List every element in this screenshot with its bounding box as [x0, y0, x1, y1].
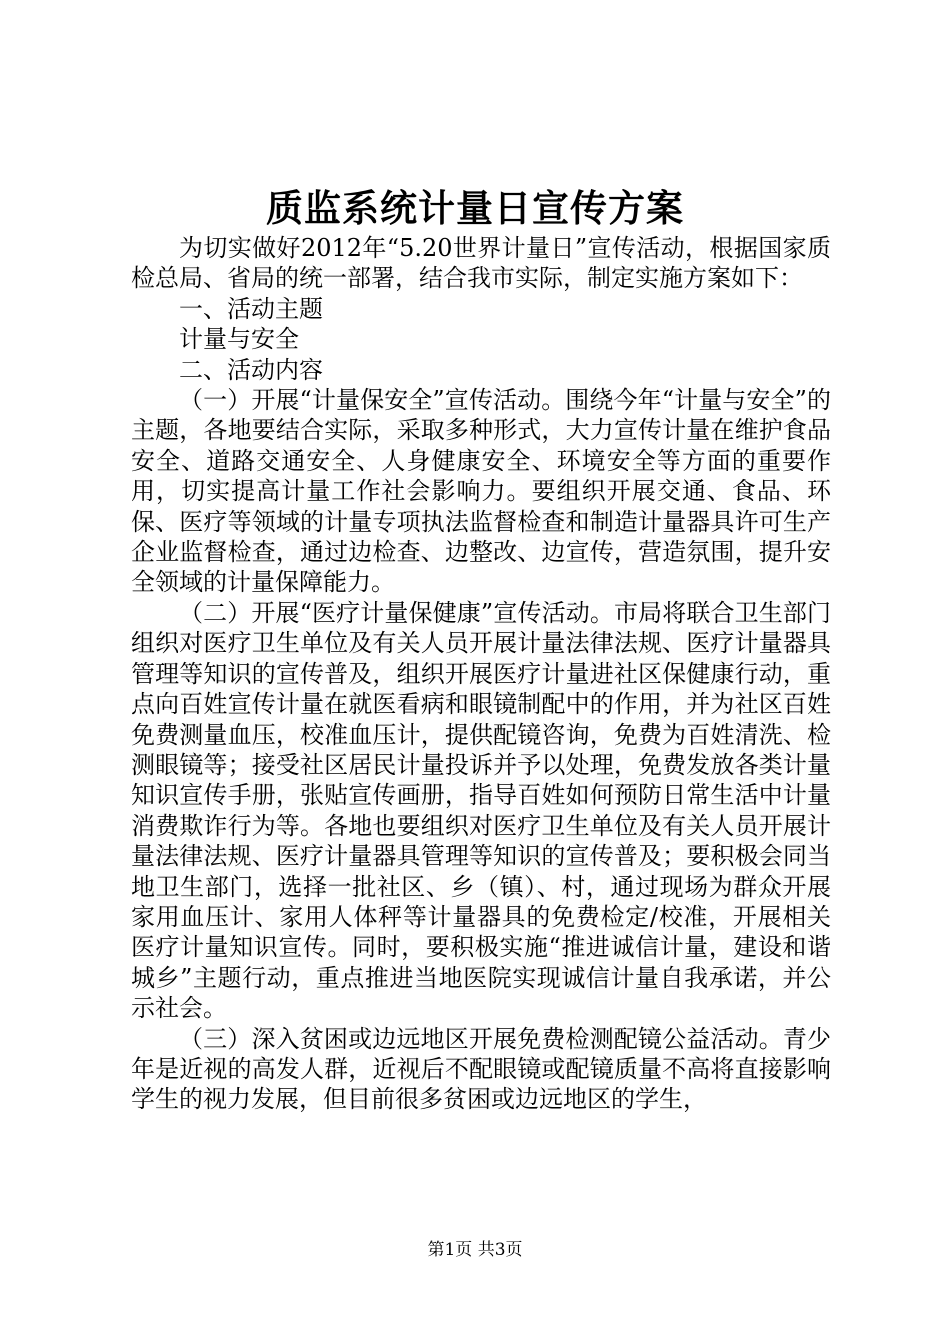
document-title: 质监系统计量日宣传方案	[266, 186, 684, 230]
document-body	[131, 233, 831, 1115]
theme-text: 计量与安全	[179, 325, 299, 354]
section-heading-content: 二、活动内容	[179, 355, 323, 384]
content-paragraph-1: （一）开展“计量保安全”宣传活动。围绕今年“计量与安全”的主题，各地要结合实际，采取多种形式，大力宣传计量在维护食品安全、道路交通安全、人身健康安全、环境安全等方面的重要作用，切实提高计量工作社会影响力。要组织开展交通、食品、环保、医疗等领域的计量专项执法监督检查和制造计量器具许可生产企业监督检查，通过边检查、边整改、边宣传，营造氛围，提升安全领域的计量保障能力。	[131, 386, 831, 597]
section-heading-theme: 一、活动主题	[179, 294, 323, 323]
page-footer: 第1页 共3页	[427, 1240, 523, 1260]
content-paragraph-3: （三）深入贫困或边远地区开展免费检测配镜公益活动。青少年是近视的高发人群，近视后不配眼镜或配镜质量不高将直接影响学生的视力发展，但目前很多贫困或边远地区的学生，	[131, 1024, 831, 1114]
intro-paragraph: 为切实做好2012年“5.20世界计量日”宣传活动，根据国家质检总局、省局的统一部署，结合我市实际，制定实施方案如下：	[131, 234, 831, 293]
content-paragraph-2: （二）开展“医疗计量保健康”宣传活动。市局将联合卫生部门组织对医疗卫生单位及有关人员开展计量法律法规、医疗计量器具管理等知识的宣传普及，组织开展医疗计量进社区保健康行动，重点向百姓宣传计量在就医看病和眼镜制配中的作用，并为社区百姓免费测量血压，校准血压计，提供配镜咨询，免费为百姓清洗、检测眼镜等；接受社区居民计量投诉并予以处理，免费发放各类计量知识宣传手册，张贴宣传画册，指导百姓如何预防日常生活中计量消费欺诈行为等。各地也要组织对医疗卫生单位及有关人员开展计量法律法规、医疗计量器具管理等知识的宣传普及；要积极会同当地卫生部门，选择一批社区、乡（镇）、村，通过现场为群众开展家用血压计、家用人体秤等计量器具的免费检定/校准，开展相关医疗计量知识宣传。同时，要积极实施“推进诚信计量，建设和谐城乡”主题行动，重点推进当地医院实现诚信计量自我承诺，并公示社会。	[131, 598, 831, 1023]
